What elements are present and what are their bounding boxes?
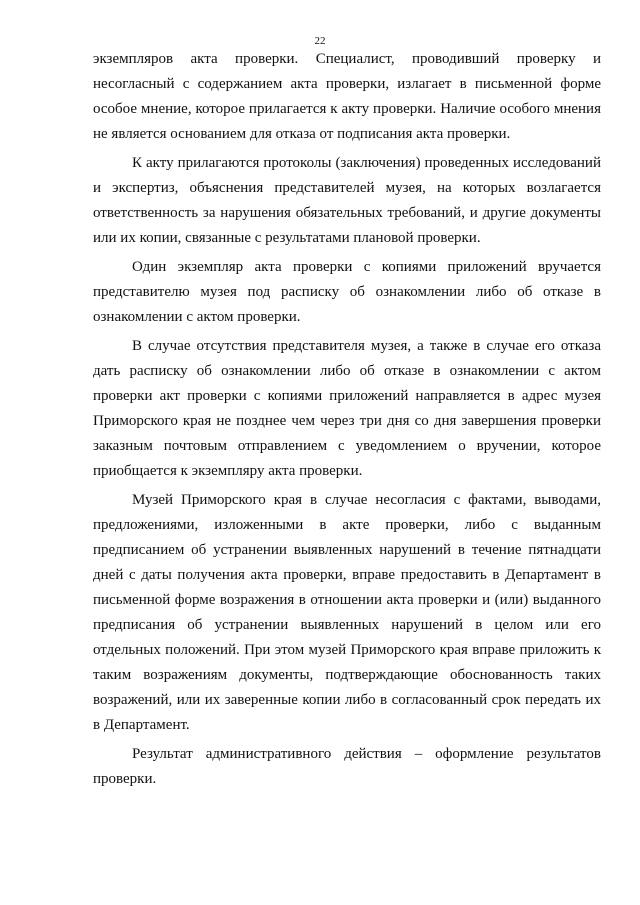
- paragraph-attachments: К акту прилагаются протоколы (заключения) проведенных исследований и экспертиз, объяснения представителей музея, на которых возлагается ответственность за нарушения обязательных требований, и другие документы или их копии, связанные с результатами плановой проверки.: [93, 155, 601, 246]
- page-number: 22: [314, 35, 326, 47]
- paragraph-copy-delivery: Один экземпляр акта проверки с копиями приложений вручается представителю музея под расписку об ознакомлении либо об отказе в ознакомлении с актом проверки.: [93, 259, 601, 325]
- document-body: [93, 47, 601, 796]
- paragraph-objections: Музей Приморского края в случае несогласия с фактами, выводами, предложениями, изложенными в акте проверки, либо с выданным предписанием об устранении выявленных нарушений в течение пятнадцати дней с даты получения акта проверки, вправе предоставить в Департамент в письменной форме возражения в отношении акта проверки и (или) выданного предписания об устранении выявленных нарушений в целом или его отдельных положений. При этом музей Приморского края вправе приложить к таким возражениям документы, подтверждающие обоснованность таких возражений, или их заверенные копии либо в согласованный срок передать их в Департамент.: [93, 492, 601, 733]
- paragraph-absence-of-representative: В случае отсутствия представителя музея, а также в случае его отказа дать расписку об ознакомлении либо об отказе в ознакомлении с актом проверки акт проверки с копиями приложений направляется в адрес музея Приморского края не позднее чем через три дня со дня завершения проверки заказным почтовым отправлением с уведомлением о вручении, которое приобщается к экземпляру акта проверки.: [93, 338, 601, 479]
- paragraph-result: Результат административного действия – оформление результатов проверки.: [93, 746, 601, 787]
- paragraph-continuation: экземпляров акта проверки. Специалист, проводивший проверку и несогласный с содержанием акта проверки, излагает в письменной форме особое мнение, которое прилагается к акту проверки. Наличие особого мнения не является основанием для отказа от подписания акта проверки.: [93, 51, 601, 142]
